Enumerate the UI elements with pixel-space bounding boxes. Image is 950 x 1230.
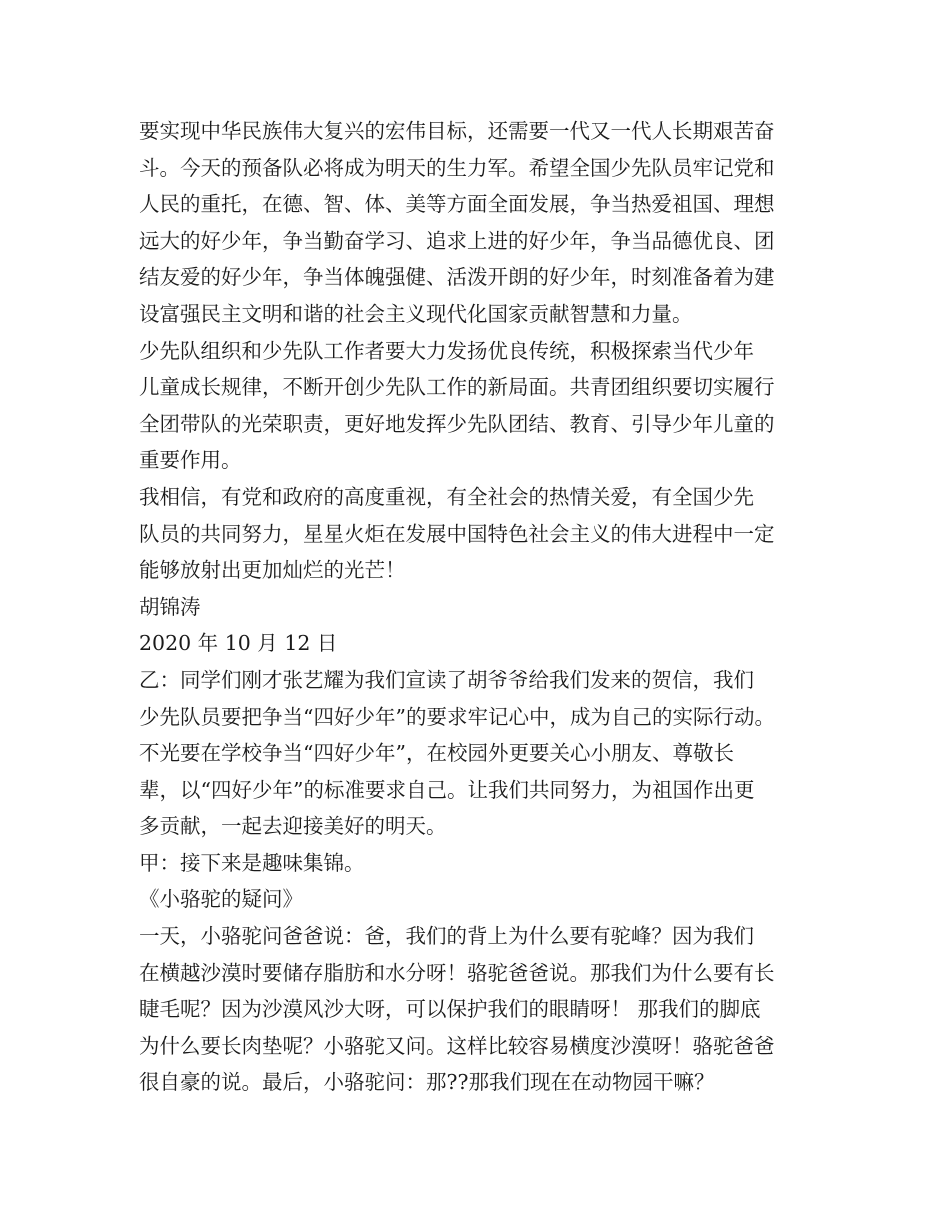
text-line: 为什么要长肉垫呢？小骆驼又问。这样比较容易横度沙漠呀！骆驼爸爸 bbox=[139, 1033, 775, 1058]
text-line: 远大的好少年，争当勤奋学习、追求上进的好少年，争当品德优良、团 bbox=[139, 228, 775, 253]
text-line: 少先队员要把争当“四好少年”的要求牢记心中，成为自己的实际行动。 bbox=[139, 704, 775, 729]
story-title: 《小骆驼的疑问》 bbox=[139, 887, 303, 912]
signature-name: 胡锦涛 bbox=[139, 594, 201, 619]
text-line: 睫毛呢？因为沙漠风沙大呀，可以保护我们的眼睛呀！ 那我们的脚底 bbox=[139, 997, 761, 1022]
text-line: 要实现中华民族伟大复兴的宏伟目标，还需要一代又一代人长期艰苦奋 bbox=[139, 119, 775, 143]
text-line: 很自豪的说。最后，小骆驼问：那??那我们现在在动物园干嘛？ bbox=[139, 1070, 715, 1095]
text-line: 我相信，有党和政府的高度重视，有全社会的热情关爱，有全国少先 bbox=[139, 484, 754, 509]
text-line: 能够放射出更加灿烂的光芒！ bbox=[139, 558, 406, 583]
text-line: 不光要在学校争当“四好少年”，在校园外更要关心小朋友、尊敬长 bbox=[139, 741, 734, 766]
text-line: 重要作用。 bbox=[139, 448, 242, 473]
text-line: 在横越沙漠时要储存脂肪和水分呀！骆驼爸爸说。那我们为什么要有长 bbox=[139, 960, 775, 985]
document-body bbox=[139, 113, 829, 1101]
text-line: 设富强民主文明和谐的社会主义现代化国家贡献智慧和力量。 bbox=[139, 301, 693, 326]
text-line: 儿童成长规律，不断开创少先队工作的新局面。共青团组织要切实履行 bbox=[139, 375, 775, 400]
text-line: 少先队组织和少先队工作者要大力发扬优良传统，积极探索当代少年 bbox=[139, 338, 754, 363]
signature-date: 2020 年 10 月 12 日 bbox=[139, 631, 338, 656]
text-line: 辈，以“四好少年”的标准要求自己。让我们共同努力，为祖国作出更 bbox=[139, 777, 755, 802]
text-line: 斗。今天的预备队必将成为明天的生力军。希望全国少先队员牢记党和 bbox=[139, 155, 775, 180]
text-line: 甲：接下来是趣味集锦。 bbox=[139, 850, 365, 875]
text-line: 全团带队的光荣职责，更好地发挥少先队团结、教育、引导少年儿童的 bbox=[139, 411, 775, 436]
text-line: 一天，小骆驼问爸爸说：爸，我们的背上为什么要有驼峰？因为我们 bbox=[139, 924, 754, 949]
text-line: 多贡献，一起去迎接美好的明天。 bbox=[139, 814, 447, 839]
text-line: 队员的共同努力，星星火炬在发展中国特色社会主义的伟大进程中一定 bbox=[139, 521, 775, 546]
text-line: 结友爱的好少年，争当体魄强健、活泼开朗的好少年，时刻准备着为建 bbox=[139, 265, 775, 290]
text-line: 人民的重托，在德、智、体、美等方面全面发展，争当热爱祖国、理想 bbox=[139, 192, 775, 217]
text-line: 乙：同学们刚才张艺耀为我们宣读了胡爷爷给我们发来的贺信，我们 bbox=[139, 667, 754, 692]
